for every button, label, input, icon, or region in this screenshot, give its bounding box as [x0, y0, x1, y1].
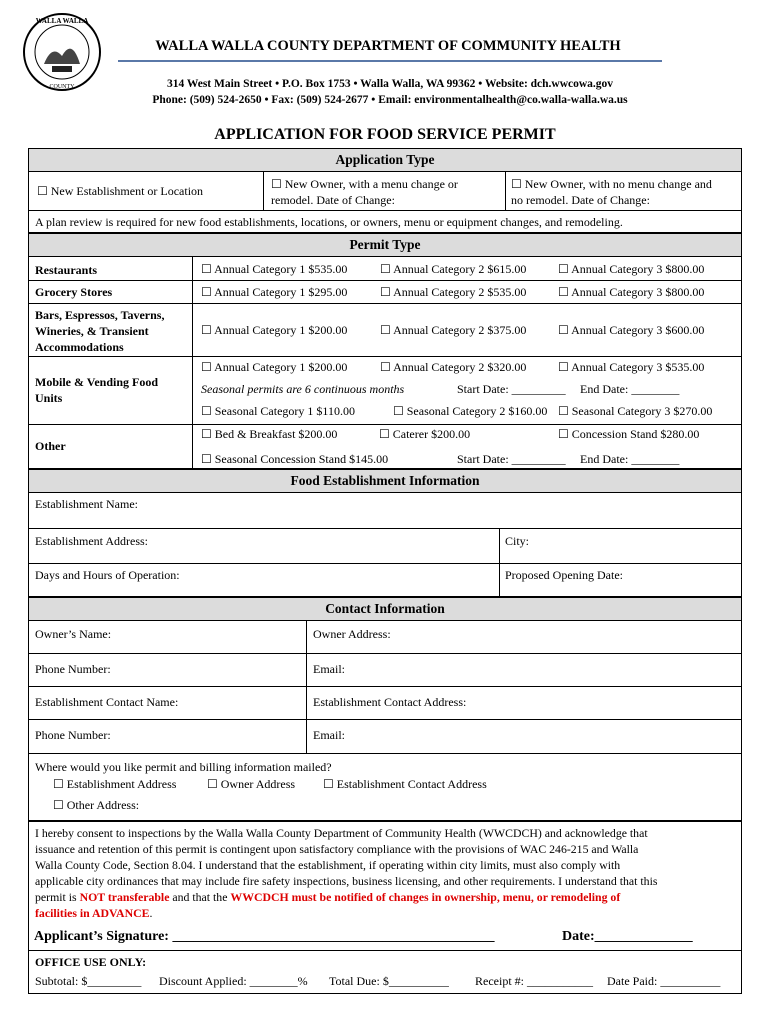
- food-establishment-heading: Food Establishment Information: [29, 470, 741, 493]
- seasonal-category-3-checkbox[interactable]: ☐ Seasonal Category 3 $270.00: [558, 404, 713, 418]
- consent-text: [35, 825, 741, 921]
- new-owner-no-change-label: ☐ New Owner, with no menu change and: [511, 177, 712, 191]
- consent-line-6: [35, 905, 741, 921]
- opening-date-field[interactable]: Proposed Opening Date:: [505, 568, 623, 582]
- seasonal-category-1-checkbox[interactable]: ☐ Seasonal Category 1 $110.00: [201, 404, 355, 418]
- contact-email-field[interactable]: Email:: [313, 728, 345, 742]
- seasonal-concession-checkbox[interactable]: ☐ Seasonal Concession Stand $145.00: [201, 452, 389, 466]
- grocery-stores-label: Grocery Stores: [35, 285, 113, 299]
- food-establishment-section: [28, 469, 742, 597]
- bars-category-2-checkbox[interactable]: ☐ Annual Category 2 $375.00: [380, 323, 527, 337]
- svg-text:WALLA WALLA: WALLA WALLA: [35, 17, 89, 25]
- mobile-category-3-checkbox[interactable]: ☐ Annual Category 3 $535.00: [558, 360, 705, 374]
- permit-type-heading: Permit Type: [29, 234, 741, 257]
- owner-email-field[interactable]: Email:: [313, 662, 345, 676]
- department-title: WALLA WALLA COUNTY DEPARTMENT OF COMMUNITY HEALTH: [155, 38, 621, 54]
- applicant-signature-field[interactable]: Applicant’s Signature: ______________________________________________: [34, 929, 495, 944]
- bars-label-line-3: Accommodations: [35, 340, 124, 354]
- consent-line-5-b: and that the: [169, 890, 231, 904]
- mobile-vending-label-line-2: Units: [35, 391, 63, 405]
- new-owner-menu-change-checkbox[interactable]: [271, 176, 458, 208]
- mobile-start-date-field[interactable]: Start Date: _________: [457, 382, 566, 396]
- seasonal-category-2-checkbox[interactable]: ☐ Seasonal Category 2 $160.00: [393, 404, 548, 418]
- other-end-date-field[interactable]: End Date: ________: [580, 452, 680, 466]
- establishment-contact-address-field[interactable]: Establishment Contact Address:: [313, 695, 467, 709]
- form-title: APPLICATION FOR FOOD SERVICE PERMIT: [214, 126, 556, 143]
- phone-line: Phone: (509) 524-2650 • Fax: (509) 524-2677 • Email: environmentalhealth@co.walla-walla.wa.us: [152, 94, 628, 106]
- bars-label: [35, 307, 164, 355]
- svg-text:COUNTY: COUNTY: [49, 84, 75, 90]
- restaurant-category-2-checkbox[interactable]: ☐ Annual Category 2 $615.00: [380, 262, 527, 276]
- new-owner-menu-change-date-label: remodel. Date of Change:: [271, 193, 395, 207]
- consent-line-5: [35, 889, 741, 905]
- notify-changes-text: WWCDCH must be notified of changes in ownership, menu, or remodeling of: [230, 890, 621, 904]
- office-use-section: [28, 950, 742, 994]
- mailing-question: Where would you like permit and billing information mailed?: [35, 760, 332, 774]
- caterer-checkbox[interactable]: ☐ Caterer $200.00: [379, 427, 471, 441]
- concession-stand-checkbox[interactable]: ☐ Concession Stand $280.00: [558, 427, 700, 441]
- plan-review-note: A plan review is required for new food establishments, locations, or owners, menu or equipment changes, and remodeling.: [35, 215, 623, 229]
- signature-date-field[interactable]: Date:______________: [562, 929, 693, 944]
- other-start-date-field[interactable]: Start Date: _________: [457, 452, 566, 466]
- other-label: Other: [35, 439, 66, 453]
- application-type-heading: Application Type: [29, 149, 741, 172]
- contact-information-heading: Contact Information: [29, 598, 741, 621]
- mobile-vending-label-line-1: Mobile & Vending Food: [35, 375, 159, 389]
- discount-field[interactable]: Discount Applied: ________%: [159, 974, 308, 988]
- mail-other-checkbox[interactable]: ☐ Other Address:: [53, 798, 140, 812]
- consent-line-4: applicable city ordinances that may include fire safety inspections, business licensing, and other requirements. I understand that this: [35, 874, 658, 888]
- bars-label-line-2: Wineries, & Transient: [35, 324, 149, 338]
- subtotal-field[interactable]: Subtotal: $_________: [35, 974, 142, 988]
- contact-phone-field[interactable]: Phone Number:: [35, 728, 111, 742]
- address-line: 314 West Main Street • P.O. Box 1753 • Walla Walla, WA 99362 • Website: dch.wwcowa.gov: [166, 78, 614, 90]
- in-advance-text: facilities in ADVANCE: [35, 906, 150, 920]
- county-seal-logo: [22, 8, 102, 96]
- not-transferable-text: NOT transferable: [79, 890, 170, 904]
- bars-category-3-checkbox[interactable]: ☐ Annual Category 3 $600.00: [558, 323, 705, 337]
- mail-establishment-checkbox[interactable]: ☐ Establishment Address: [53, 777, 177, 791]
- mobile-category-2-checkbox[interactable]: ☐ Annual Category 2 $320.00: [380, 360, 527, 374]
- bars-label-line-1: Bars, Espressos, Taverns,: [35, 308, 165, 322]
- new-owner-no-change-date-label: no remodel. Date of Change:: [511, 193, 650, 207]
- application-type-section: [28, 148, 742, 233]
- date-paid-field[interactable]: Date Paid: __________: [607, 974, 721, 988]
- owner-name-field[interactable]: Owner’s Name:: [35, 627, 112, 641]
- city-field[interactable]: City:: [505, 534, 530, 548]
- permit-type-section: [28, 233, 742, 469]
- consent-line-6-end: .: [149, 906, 153, 920]
- mobile-vending-label: [35, 374, 158, 406]
- contact-information-section: [28, 597, 742, 821]
- bars-category-1-checkbox[interactable]: ☐ Annual Category 1 $200.00: [201, 323, 348, 337]
- bed-breakfast-checkbox[interactable]: ☐ Bed & Breakfast $200.00: [201, 427, 338, 441]
- grocery-category-3-checkbox[interactable]: ☐ Annual Category 3 $800.00: [558, 285, 705, 299]
- mobile-category-1-checkbox[interactable]: ☐ Annual Category 1 $200.00: [201, 360, 348, 374]
- hours-of-operation-field[interactable]: Days and Hours of Operation:: [35, 568, 180, 582]
- consent-line-3: Walla County Code, Section 8.04. I understand that the establishment, if operating within city limits, must also comply with: [35, 858, 621, 872]
- new-owner-no-change-checkbox[interactable]: [511, 176, 712, 208]
- grocery-category-2-checkbox[interactable]: ☐ Annual Category 2 $535.00: [380, 285, 527, 299]
- consent-line-1: I hereby consent to inspections by the Walla Walla County Department of Community Health (WWCDCH) and acknowledge that: [35, 826, 648, 840]
- restaurant-category-1-checkbox[interactable]: ☐ Annual Category 1 $535.00: [201, 262, 348, 276]
- restaurants-label: Restaurants: [35, 263, 97, 277]
- new-owner-menu-change-label: ☐ New Owner, with a menu change or: [271, 177, 458, 191]
- department-contact-info: [100, 76, 680, 108]
- consent-line-2: issuance and retention of this permit is contingent upon satisfactory compliance with the provisions of WAC 246-215 and Walla: [35, 842, 639, 856]
- establishment-contact-name-field[interactable]: Establishment Contact Name:: [35, 695, 179, 709]
- grocery-category-1-checkbox[interactable]: ☐ Annual Category 1 $295.00: [201, 285, 348, 299]
- owner-phone-field[interactable]: Phone Number:: [35, 662, 111, 676]
- establishment-name-field[interactable]: Establishment Name:: [35, 497, 138, 511]
- header-divider: [118, 60, 662, 62]
- owner-address-field[interactable]: Owner Address:: [313, 627, 391, 641]
- seasonal-note: Seasonal permits are 6 continuous months: [201, 382, 405, 396]
- consent-line-5-a: permit is: [35, 890, 80, 904]
- office-use-heading: OFFICE USE ONLY:: [35, 955, 147, 969]
- mobile-end-date-field[interactable]: End Date: ________: [580, 382, 680, 396]
- new-establishment-checkbox[interactable]: ☐ New Establishment or Location: [37, 184, 204, 198]
- restaurant-category-3-checkbox[interactable]: ☐ Annual Category 3 $800.00: [558, 262, 705, 276]
- mail-owner-checkbox[interactable]: ☐ Owner Address: [207, 777, 296, 791]
- establishment-address-field[interactable]: Establishment Address:: [35, 534, 148, 548]
- receipt-number-field[interactable]: Receipt #: ___________: [475, 974, 593, 988]
- total-due-field[interactable]: Total Due: $__________: [329, 974, 449, 988]
- mail-contact-checkbox[interactable]: ☐ Establishment Contact Address: [323, 777, 487, 791]
